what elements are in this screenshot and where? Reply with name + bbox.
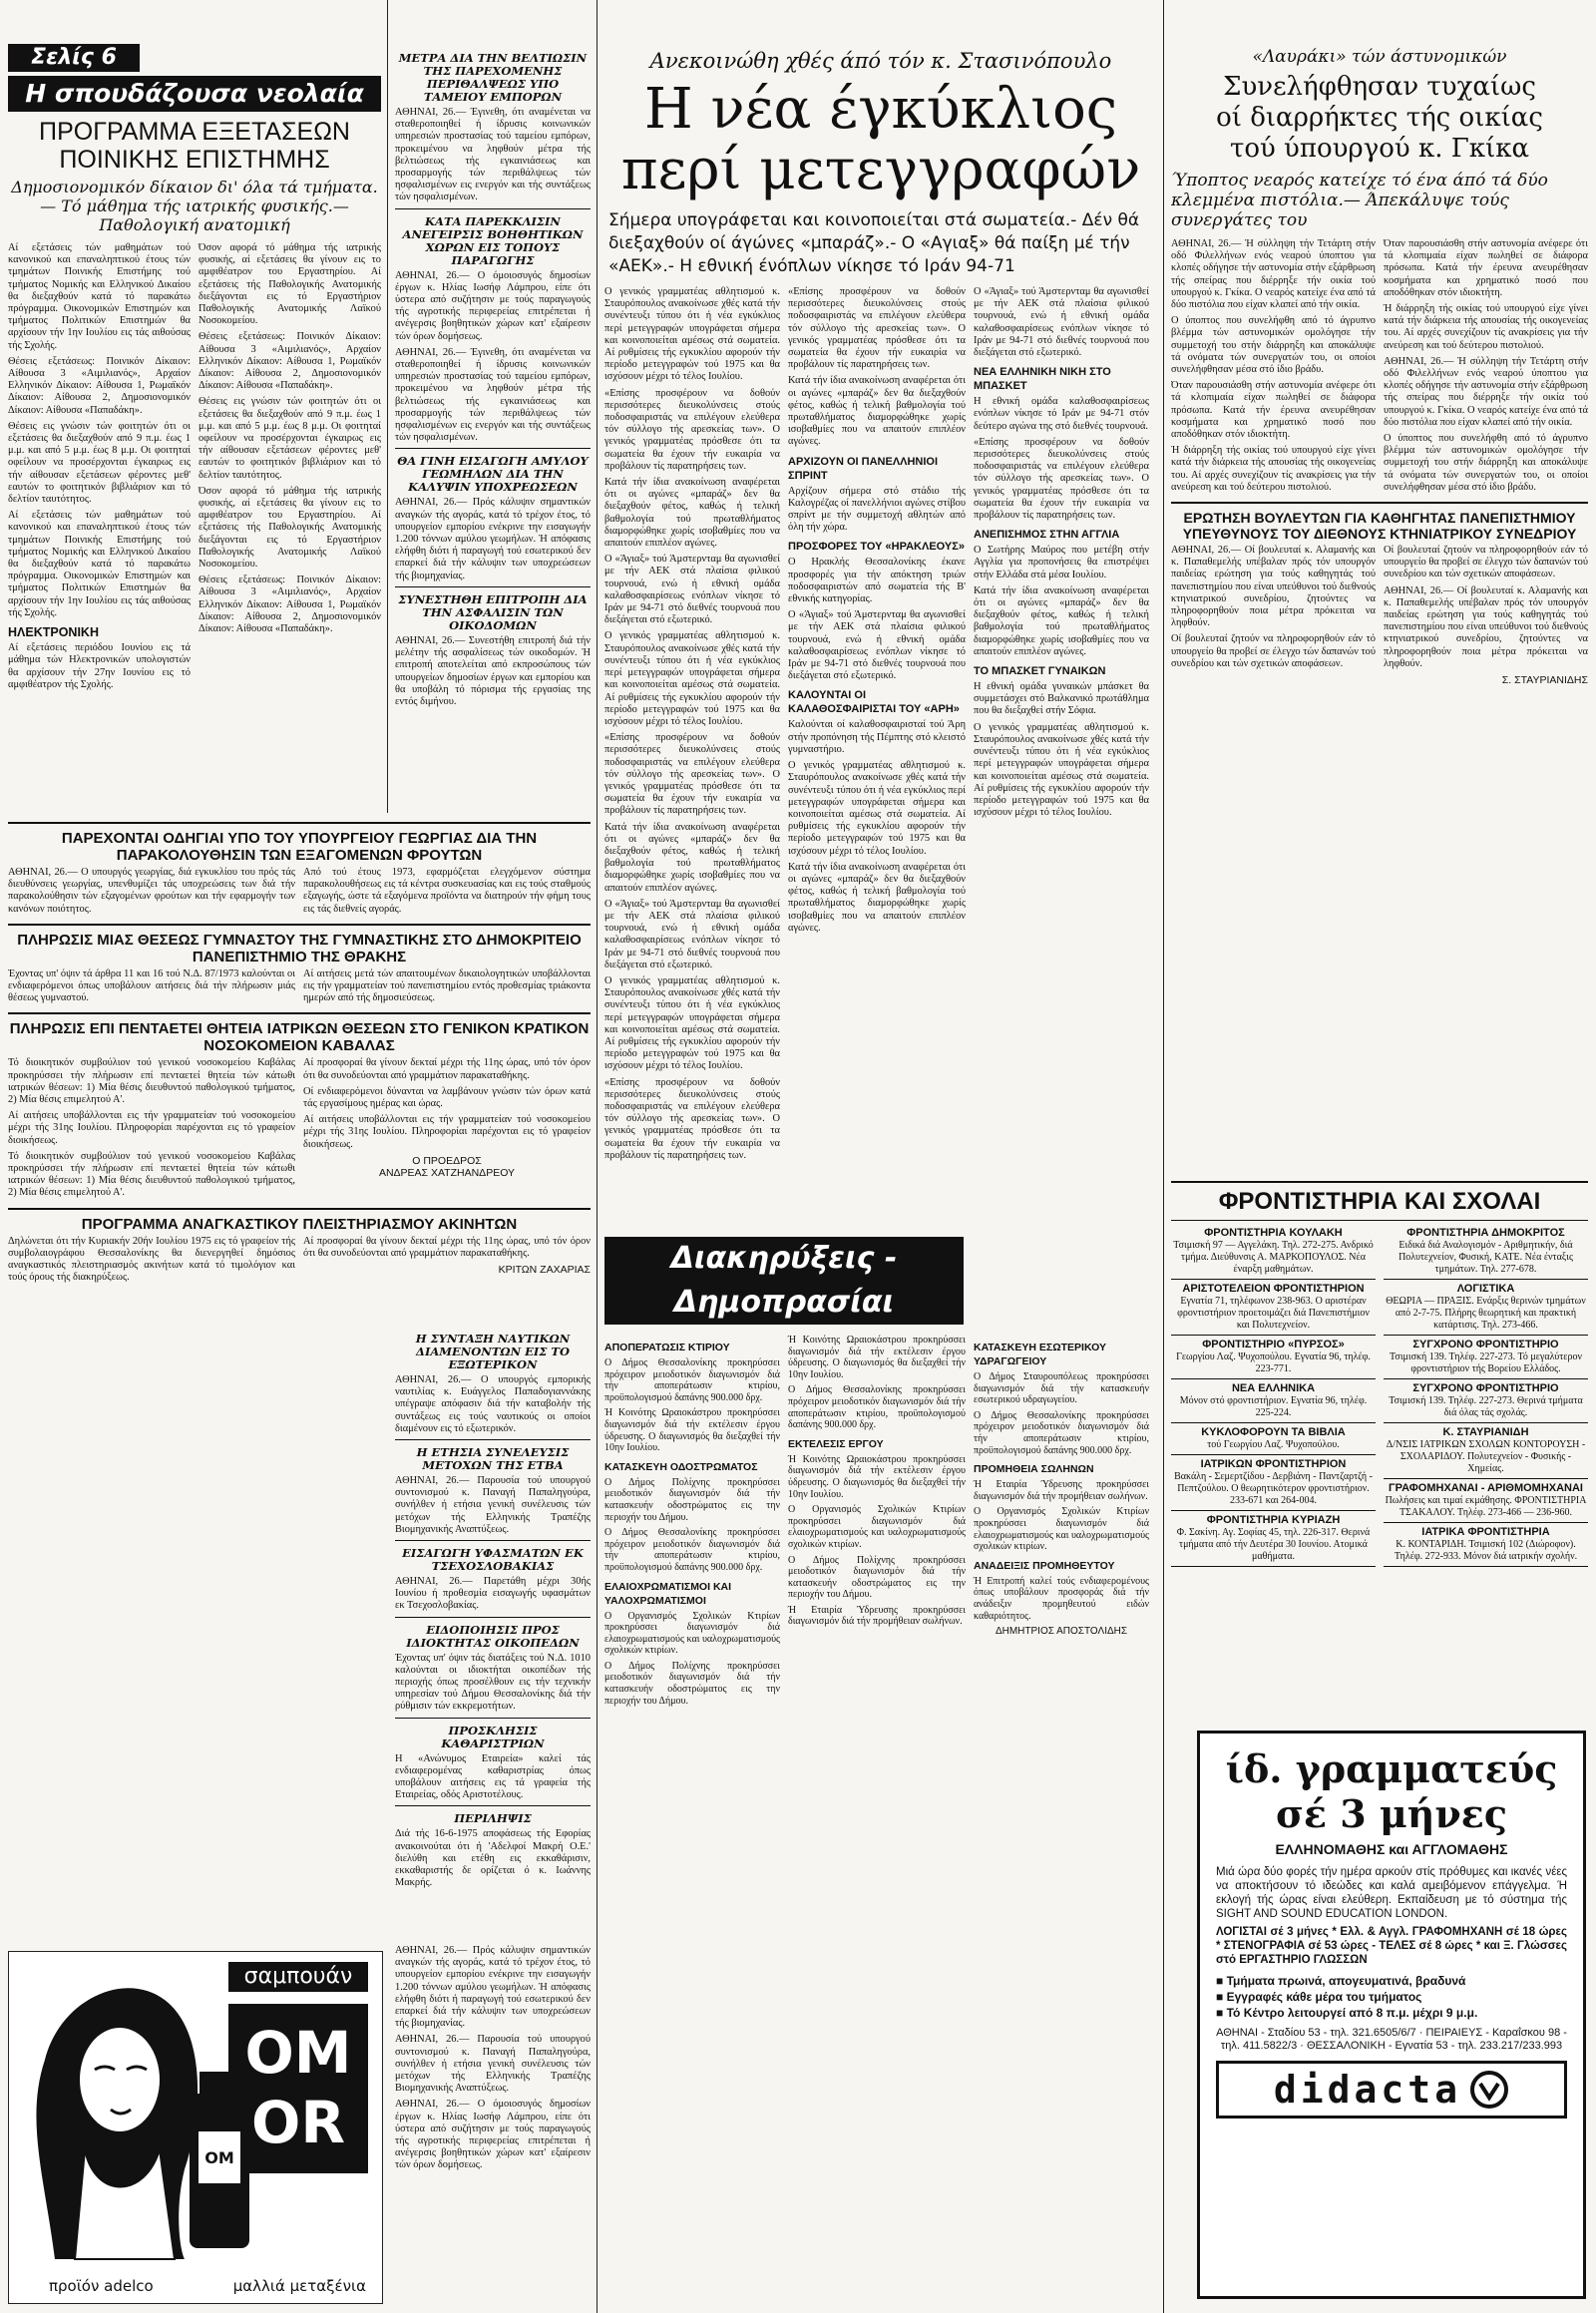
listings-right	[1384, 1224, 1588, 1567]
ad-bullets	[1216, 1973, 1567, 2021]
article-body: Αί προσφοραί θα γίνουν δεκταί μέχρι τής 11ης ώρας, υπό τόν όρον ότι θα συνοδεύονται από γραμμάτιον παρακαταθήκης.	[303, 1235, 591, 1259]
ad-bullet: ■ Τμήματα πρωινά, απογευματινά, βραδυνά	[1216, 1974, 1466, 1988]
section-subhead: ΠΡΟΣΦΟΡΕΣ ΤΟΥ «ΗΡΑΚΛΕΟΥΣ»	[788, 541, 965, 554]
article-headline: ΠΑΡΕΧΟΝΤΑΙ ΟΔΗΓΙΑΙ ΥΠΟ ΤΟΥ ΥΠΟΥΡΓΕΙΟΥ ΓΕΩΡΓΙΑΣ ΔΙΑ ΤΗΝ ΠΑΡΑΚΟΛΟΥΘΗΣΙΝ ΤΩΝ ΕΞΑΓΟΜΕΝΩΝ ΦΡΟΥΤΩΝ	[61, 830, 538, 864]
listing-title: ΚΥΚΛΟΦΟΡΟΥΝ ΤΑ ΒΙΒΛΙΑ	[1201, 1426, 1346, 1438]
article-body: Κατά τήν ίδια ανακοίνωση αναφέρεται ότι οι αγώνες «μπαράζ» δεν θα διεξαχθούν φέτος, καθώς ή τελική βαθμολογία τού πρωταθλήματος διαμορφώθηκε χωρίς ισοβαθμίες που να απαιτούν επιπλέον αγώνες.	[974, 584, 1149, 657]
article-headline: ΕΙΔΟΠΟΙΗΣΙΣ ΠΡΟΣ ΙΔΙΟΚΤΗΤΑΣ ΟΙΚΟΠΕΔΩΝ	[406, 1622, 580, 1650]
ad-brand: σαμπουάν	[228, 1962, 368, 1992]
listing-title: Κ. ΣΤΑΥΡΙΑΝΙΔΗ	[1442, 1426, 1529, 1438]
ad-footer-left: προϊόν adelco	[49, 2277, 154, 2295]
article-body: Η «Ανώνυμος Εταιρεία» καλεί τάς ενδιαφερομένας καθαριστρίας όπως υποβάλουν αιτήσεις εις τά γραφεία τής Εταιρείας, οδός Αριστοτέλους.	[395, 1752, 591, 1801]
listing-item	[1171, 1455, 1376, 1511]
article-headline: ΜΕΤΡΑ ΔΙΑ ΤΗΝ ΒΕΛΤΙΩΣΙΝ ΤΗΣ ΠΑΡΕΧΟΜΕΝΗΣ ΠΕΡΙΘΑΛΨΕΩΣ ΥΠΟ ΤΑΜΕΙΟΥ ΕΜΠΟΡΩΝ	[398, 51, 588, 104]
kicker: Ανεκοινώθη χθές άπό τόν κ. Στασινόπουλο	[649, 49, 1112, 73]
article-body: Η εθνική ομάδα γυναικών μπάσκετ θα συμμετάσχει στό Βαλκανικό πρωτάθλημα που θα διεξαχθεί στήν Σόφια.	[974, 681, 1149, 717]
listing-item	[1384, 1280, 1588, 1336]
article-body: Θέσεις εις γνώσιν τών φοιτητών ότι οι εξετάσεις θα διεξαχθούν από 9 π.μ. έως 1 μ.μ. και από 5 μ.μ. έως 8 μ.μ. Οι φοιτηταί οφείλουν να προσέρχονται έγκαιρως εις τήν αίθουσαν εξετάσεων φέροντες μεθ' εαυτών το φοιτητικόν βιβλιάριον και τό δελτίον ταυτότητος.	[8, 420, 191, 506]
ad-body: ΛΟΓΙΣΤΑΙ σέ 3 μήνες * Ελλ. & Αγγλ. ΓΡΑΦΟΜΗΧΑΝΗ σέ 18 ώρες * ΣΤΕΝΟΓΡΑΦΙΑ σέ 53 ώρες - ΤΕΛΕΣ σέ 8 ώρες * και Ξ. Γλώσσες στό ΕΡΓΑΣΤΗΡΙΟ ΓΛΩΣΣΩΝ	[1216, 1926, 1567, 1966]
article-headline: ΠΛΗΡΩΣΙΣ ΕΠΙ ΠΕΝΤΑΕΤΕΙ ΘΗΤΕΙΑ ΙΑΤΡΙΚΩΝ ΘΕΣΕΩΝ ΣΤΟ ΓΕΝΙΚΟΝ ΚΡΑΤΙΚΟΝ ΝΟΣΟΚΟΜΕΙΟΝ ΚΑΒΑΛΑΣ	[9, 1020, 590, 1055]
listing-text: ΘΕΩΡΙΑ — ΠΡΑΞΙΣ. Ενάρξις θερινών τμημάτων από 2-7-75. Πλήρης θεωρητική και πρακτική κατάρτισις. Τηλ. 273-466.	[1386, 1296, 1586, 1331]
article-body: Οί βουλευταί ζητούν να πληροφορηθούν εάν τό υπουργείο θα προβεί σε έλεγχο τών δαπανών τού συνεδρίου και τών σχετικών αποφάσεων.	[1171, 633, 1376, 669]
article-body: Τό διοικητικόν συμβούλιον τού γενικού νοσοκομείου Καβάλας προκηρύσσει τήν πλήρωσιν επί πενταετεί θητεία τών κάτωθι ιατρικών θέσεων: 1) Μία θέσις διευθυντού παθολογικού τμήματος, 2) Μία θέσις επιμελητού Α'.	[8, 1150, 295, 1199]
listing-title: ΛΟΓΙΣΤΙΚΑ	[1456, 1283, 1515, 1295]
article-body: Θέσεις εξετάσεως: Ποινικόν Δίκαιον: Αίθουσα 3 «Αιμιλιανός», Αρχαίον Ελληνικόν Δίκαιον: Αίθουσα 1, Ρωμαϊκόν Δίκαιον: Αίθουσα 2, Δημοσιονομικόν Δίκαιον: Αίθουσα «Παπαδάκη».	[199, 575, 381, 635]
section-subhead: ΑΡΧΙΖΟΥΝ ΟΙ ΠΑΝΕΛΛΗΝΙΟΙ ΣΠΡΙΝΤ	[788, 455, 939, 482]
article-headline: ΕΡΩΤΗΣΗ ΒΟΥΛΕΥΤΩΝ ΓΙΑ ΚΑΘΗΓΗΤΑΣ ΠΑΝΕΠΙΣΤΗΜΙΟΥ ΥΠΕΥΘΥΝΟΥΣ ΤΟΥ ΔΙΕΘΝΟΥΣ ΚΤΗΝΙΑΤΡΙΚΟΥ ΣΥΝΕΔΡΙΟΥ	[1182, 510, 1577, 543]
article-body: Διά τής 16-6-1975 αποφάσεως τής Εφορίας ανακοινούται ότι ή 'Αδελφοί Μακρή Ο.Ε.' διελύθη και ετέθη εις εκκαθάρισιν, εκκαθαριστής δε ορίζεται ό κ. Ιωάννης Μακρής.	[395, 1828, 591, 1889]
listing-title: ΝΕΑ ΕΛΛΗΝΙΚΑ	[1231, 1382, 1316, 1394]
ad-bullet: ■ Εγγραφές κάθε μέρα του τμήματος	[1216, 1990, 1422, 2004]
listing-item	[1384, 1523, 1588, 1567]
article-body: Αί προσφοραί θα γίνουν δεκταί μέχρι τής 11ης ώρας, υπό τόν όρον ότι θα συνοδεύονται από γραμμάτιον παρακαταθήκης.	[303, 1057, 591, 1081]
article-body: ΑΘΗΝΑΙ, 26.— Οί βουλευταί κ. Αλαμανής και κ. Παπαθεμελής υπέβαλαν πρός τόν υπουργόν παιδείας ερώτηση για τούς καθηγητάς τού πανεπιστημίου που είναι υπεύθυνοι τού διεθνούς κτηνιατρικού συνεδρίου, ζητούντες να πληροφορηθούν ποια μέτρα πρόκειται να ληφθούν.	[1384, 584, 1588, 669]
announcement-title: ΑΠΟΠΕΡΑΤΩΣΙΣ ΚΤΙΡΙΟΥ	[604, 1342, 730, 1353]
announcement-body: Ο Οργανισμός Σχολικών Κτιρίων προκηρύσσει διαγωνισμόν διά ελαιοχρωματισμούς και υαλοχρωματισμούς σχολικών κτιρίων.	[974, 1506, 1149, 1553]
ad-title: ίδ. γραμματεύς	[1225, 1746, 1558, 1791]
listing-text: Γεωργίου Λαζ. Ψυχοπούλου. Εγνατία 96, τηλέφ. 223-771.	[1176, 1351, 1371, 1374]
article-headline: ΠΡΟΓΡΑΜΜΑ ΑΝΑΓΚΑΣΤΙΚΟΥ ΠΛΕΙΣΤΗΡΙΑΣΜΟΥ ΑΚΙΝΗΤΩΝ	[81, 1215, 518, 1233]
signature: ΚΡΙΤΩΝ ΖΑΧΑΡΙΑΣ	[498, 1264, 591, 1277]
column-2	[395, 46, 591, 859]
announcement-body: Ο Δήμος Σταυρουπόλεως προκηρύσσει διαγωνισμόν διά τήν κατασκευήν εσωτερικού υδραγωγείου.	[974, 1371, 1149, 1406]
shampoo-advertisement	[8, 1951, 383, 2304]
article-body: ΑΘΗΝΑΙ, 26.— Ο όμοιοσυγός δημοσίων έργων κ. Ηλίας Ιωσήφ Λάμπρου, είπε ότι ύστερα από συζήτησιν με τούς παραγωγούς τής αγροτικής περιφερείας επιτρέπεται ή ανέγερσις βοηθητικών χώρων κατ' εξαίρεσιν τών όρων δομήσεως.	[395, 2099, 591, 2171]
announcement-body: Ή Επιτροπή καλεί τούς ενδιαφερομένους όπως υποβάλουν προσφοράς διά τήν ανάδειξιν προμηθευτού ειδών καθαριότητος.	[974, 1575, 1149, 1622]
listing-title: ΦΡΟΝΤΙΣΤΗΡΙΑ ΚΟΥΛΑΚΗ	[1204, 1227, 1343, 1239]
article-body: «Επίσης προσφέρουν να δοθούν περισσότερες διευκολύνσεις στούς ποδοσφαιριστάς να επιλέγουν ελεύθερα τόν σύλλογο τής αρεσκείας των». Ο γενικός γραμματέας πρόσθεσε ότι τα σωματεία θα έχουν τήν ευκαιρία να προβάλουν τίς παρατηρήσεις των.	[604, 732, 780, 817]
article-body: Ο «Άγιαξ» τού Άμστερνταμ θα αγωνισθεί με τήν ΑΕΚ στά πλαίσια φιλικού τουρνουά, ενώ ή εθνική ομάδα καλαθοσφαιρίσεως ενόπλων νίκησε τό Ιράν με 94-71 στό διεθνές τουρνουά που διεξάγεται στό εξωτερικό.	[788, 609, 966, 682]
article-body: «Επίσης προσφέρουν να δοθούν περισσότερες διευκολύνσεις στούς ποδοσφαιριστάς να επιλέγουν ελεύθερα τόν σύλλογο τής αρεσκείας των». Ο γενικός γραμματέας πρόσθεσε ότι τα σωματεία θα έχουν τήν ευκαιρία να προβάλουν τίς παρατηρήσεις των.	[604, 1076, 780, 1161]
announcement-body: Ο Δήμος Θεσσαλονίκης προκηρύσσει πρόχειρον μειοδοτικόν διαγωνισμόν διά τήν αποπεράτωσιν κτιρίου, προϋπολογισμού δαπάνης 900.000 δρχ.	[974, 1409, 1149, 1456]
article-headline: ΠΡΟΣΚΛΗΣΙΣ ΚΑΘΑΡΙΣΤΡΙΩΝ	[441, 1723, 545, 1750]
listing-title: ΑΡΙΣΤΟΤΕΛΕΙΟΝ ΦΡΟΝΤΙΣΤΗΡΙΟΝ	[1182, 1283, 1365, 1295]
main-headline: Η νέα έγκύκλιος	[643, 77, 1118, 142]
article-body: Η εθνική ομάδα καλαθοσφαιρίσεως ενόπλων νίκησε τό Ιράν με 94-71 στόν δεύτερο αγώνα της στό διεθνές τουρνουά.	[974, 396, 1149, 432]
article-body: Ο ύποπτος που συνελήφθη από τό άγρυπνο βλέμμα τών αστυνομικών ομολόγησε τήν συμμετοχή του στήν διάρρηξη και αποκάλυψε τά ονόματα τών συνεργατών του, οι οποίοι συνελήφθησαν μέσα στό ίδιο βράδυ.	[1384, 433, 1588, 493]
article-body: Καλούνται οί καλαθοσφαιρισταί τού Άρη στήν προπόνηση τής Πέμπτης στό κλειστό γυμναστήριο.	[788, 719, 966, 755]
article-body: ΑΘΗΝΑΙ, 26.— Παρετάθη μέχρι 30ής Ιουνίου ή προθεσμία εισαγωγής υφασμάτων εκ Τσεχοσλοβακίας.	[395, 1576, 591, 1612]
article-body: Ο γενικός γραμματέας αθλητισμού κ. Σταυρόπουλος ανακοίνωσε χθές κατά τήν συνέντευξι τύπου ότι ή νέα εγκύκλιος περί μετεγγραφών υπογράφεται σήμερα και κοινοποιείται αμέσως στά σωματεία. Αί ρυθμίσεις τής εγκυκλίου αφορούν τήν περίοδο μετεγγραφών τού 1975 και θα ισχύσουν μέχρι τό τέλος Ιουλίου.	[788, 760, 966, 857]
article-body: ΑΘΗΝΑΙ, 26.— Παρουσία τού υπουργού συντονισμού κ. Παναγή Παπαληγούρα, συνήλθεν ή ετήσια γενική συνέλευσις τών μετόχων τής Ελληνικής Τραπέζης Βιομηχανικής Αναπτύξεως.	[395, 1475, 591, 1535]
kicker: «Λαυράκι» τών άστυνομικών	[1252, 47, 1507, 67]
article-body: Αί εξετάσεις περιόδου Ιουνίου εις τά μάθημα τών Ηλεκτρονικών υπολογιστών θα αρχίσουν τήν 27ην Ιουνίου εις τό αμφιθέατρον τής Σχολής.	[8, 642, 191, 690]
page-number: Σελίς 6	[8, 44, 140, 72]
frontisteria-banner: ΦΡΟΝΤΙΣΤΗΡΙΑ ΚΑΙ ΣΧΟΛΑΙ	[1218, 1188, 1541, 1215]
article-body: Ο ύποπτος που συνελήφθη από τό άγρυπνο βλέμμα τών αστυνομικών ομολόγησε τήν συμμετοχή του στήν διάρρηξη και αποκάλυψε τά ονόματα τών συνεργατών του, οι οποίοι συνελήφθησαν μέσα στό ίδιο βράδυ.	[1171, 315, 1376, 376]
bullet-icon: ■	[1216, 1974, 1227, 1988]
article-body: Αί εξετάσεις τών μαθημάτων τού κανονικού και επαναληπτικού έτους τών τμημάτων Ποινικής Επιστήμης τού τμήματος Νομικής και Ελληνικού Δικαίου θα διεξαχθούν κατά τό παρακάτω πρόγραμμα. Οικονομικών Επιστημών και τμήματος Πολιτικών Επιστημών θα αρχίσουν τήν 1ην Ιουλίου εις τάς αιθούσας τής Σχολής.	[8, 242, 191, 351]
announcement-title: ΠΡΟΜΗΘΕΙΑ ΣΩΛΗΝΩΝ	[974, 1463, 1094, 1476]
announcement-body: Ή Κοινότης Ωραιοκάστρου προκηρύσσει διαγωνισμόν διά τήν εκτέλεσιν έργου ύδρευσης. Ο διαγωνισμός θα διεξαχθεί τήν 10ην Ιουλίου.	[604, 1407, 780, 1454]
ad-subtitle: ΕΛΛΗΝΟΜΑΘΗΣ και ΑΓΓΛΟΜΑΘΗΣ	[1275, 1841, 1508, 1857]
section-subhead: ΗΛΕΚΤΡΟΝΙΚΗ	[8, 625, 99, 640]
announcement-body: Ή Κοινότης Ωραιοκάστρου προκηρύσσει διαγωνισμόν διά τήν εκτέλεσιν έργου ύδρευσης. Ο διαγωνισμός θα διεξαχθεί τήν 10ην Ιουλίου.	[788, 1335, 966, 1380]
article-body: Ο «Άγιαξ» τού Άμστερνταμ θα αγωνισθεί με τήν ΑΕΚ στά πλαίσια φιλικού τουρνουά, ενώ ή εθνική ομάδα καλαθοσφαιρίσεως ενόπλων νίκησε τό Ιράν με 94-71 στό διεθνές τουρνουά που διεξάγεται στό εξωτερικό.	[974, 286, 1149, 359]
subhead: Σήμερα υπογράφεται και κοινοποιείται στά σωματεία.- Δέν θά διεξαχθούν οί άγώνες «μπαράζ».- Ο «Αγιαξ» θά παίξη μέ τήν «ΑΕΚ».- Η εθνική ένόπλων νίκησε τό Ιράν 94-71	[608, 210, 1140, 276]
article-body: ΑΘΗΝΑΙ, 26.— Έγινεθη, ότι αναμένεται να σταθεροποιηθεί ή ίδρυσις κοινωνικών υπηρεσιών προστασίας τού ταμείου εμπόρων, προκειμένου να ληφθούν μέτρα τής βελτιώσεως τής εγκαινιάσεως και προσαρμογής τών περιθάλψεως τών ησφαλισμένων εις ενεργόν και τής συντάξεως τών ησφαλισμένων.	[395, 107, 591, 203]
ad-bullet: ■ Τό Κέντρο λειτουργεί από 8 π.μ. μέχρι 9 μ.μ.	[1216, 2006, 1478, 2020]
article-headline: ΠΕΡΙΛΗΨΙΣ	[454, 1811, 532, 1826]
article-body: Θέσεις εις γνώσιν τών φοιτητών ότι οι εξετάσεις θα διεξαχθούν από 9 π.μ. έως 1 μ.μ. και από 5 μ.μ. έως 8 μ.μ. Οι φοιτηταί οφείλουν να προσέρχονται έγκαιρως εις τήν αίθουσαν εξετάσεων φέροντες μεθ' εαυτών το φοιτητικόν βιβλιάριον και τό δελτίον ταυτότητος.	[199, 396, 381, 481]
listing-text: Μόνον στό φροντιστήριον. Εγνατία 96, τηλέφ. 225-224.	[1179, 1395, 1368, 1418]
article-body: Έχοντας υπ' όψιν τάς διατάξεις τού Ν.Δ. 1010 καλούνται οι ιδιοκτήται οικοπέδων τής περιοχής όπως προσέλθουν εις τήν τεχνικήν υπηρεσίαν τού Δήμου Θεσσαλονίκης διά τήν ρύθμισιν τών εκκρεμοτήτων.	[395, 1652, 591, 1713]
article-body: Αρχίζουν σήμερα στό στάδιο τής Καλογρέζας οί πανελλήνιοι αγώνες στίβου σπρίντ με τήν συμμετοχή αθλητών από όλη τήν χώρα.	[788, 485, 966, 534]
column-4	[1171, 46, 1588, 1163]
signature: Σ. ΣΤΑΥΡΙΑΝΙΔΗΣ	[1501, 674, 1588, 687]
listing-text: τού Γεωργίου Λαζ. Ψυχοπούλου.	[1207, 1439, 1340, 1450]
announcement-body: Ή Εταιρία Ύδρευσης προκηρύσσει διαγωνισμόν διά τήν προμήθειαν σωλήνων.	[788, 1604, 966, 1628]
listing-item	[1384, 1336, 1588, 1379]
article-body: Ο Ηρακλής Θεσσαλονίκης έκανε προσφορές για τήν απόκτηση τριών ποδοσφαιριστών από σωματεία τής Β' εθνικής κατηγορίας.	[788, 557, 966, 605]
article-body: Ο γενικός γραμματέας αθλητισμού κ. Σταυρόπουλος ανακοίνωσε χθές κατά τήν συνέντευξι τύπου ότι ή νέα εγκύκλιος περί μετεγγραφών υπογράφεται σήμερα και κοινοποιείται αμέσως στά σωματεία. Αί ρυθμίσεις τής εγκυκλίου αφορούν τήν περίοδο μετεγγραφών τού 1975 και θα ισχύσουν μέχρι τό τέλος Ιουλίου.	[604, 630, 780, 727]
article-body: Δηλώνεται ότι τήν Κυριακήν 20ήν Ιουλίου 1975 εις τό γραφείον τής συμβολαιογράφου Θεσσαλονίκης θα διενεργηθεί δημόσιος αναγκαστικός πλειστηριασμός ακινήτων κατά τό τιμολόγιον και τούς όρους τής διακηρύξεως.	[8, 1235, 295, 1284]
listing-item	[1171, 1280, 1376, 1336]
ad-logo: OM OR	[228, 2004, 368, 2173]
listing-item	[1171, 1336, 1376, 1379]
article-body: Κατά τήν ίδια ανακοίνωση αναφέρεται ότι οι αγώνες «μπαράζ» δεν θα διεξαχθούν φέτος, καθώς ή τελική βαθμολογία τού πρωταθλήματος διαμορφώθηκε χωρίς ισοβαθμίες που να απαιτούν επιπλέον αγώνες.	[604, 821, 780, 894]
announcements-banner: Διακηρύξεις - Δημοπρασίαι	[604, 1237, 964, 1325]
article-body: Ο γενικός γραμματέας αθλητισμού κ. Σταυρόπουλος ανακοίνωσε χθές κατά τήν συνέντευξι τύπου ότι ή νέα εγκύκλιος περί μετεγγραφών υπογράφεται σήμερα και κοινοποιείται αμέσως στά σωματεία. Αί ρυθμίσεις τής εγκυκλίου αφορούν τήν περίοδο μετεγγραφών τού 1975 και θα ισχύσουν μέχρι τό τέλος Ιουλίου.	[604, 286, 780, 383]
listings-left	[1171, 1224, 1376, 1567]
section-subhead: ΝΕΑ ΕΛΛΗΝΙΚΗ ΝΙΚΗ ΣΤΟ ΜΠΑΣΚΕΤ	[974, 366, 1111, 393]
listing-title: ΦΡΟΝΤΙΣΤΗΡΙΑ ΔΗΜΟΚΡΙΤΟΣ	[1406, 1227, 1565, 1239]
listing-item	[1384, 1423, 1588, 1479]
listing-title: ΣΥΓΧΡΟΝΟ ΦΡΟΝΤΙΣΤΗΡΙΟ	[1412, 1382, 1559, 1394]
article-body: «Επίσης προσφέρουν να δοθούν περισσότερες διευκολύνσεις στούς ποδοσφαιριστάς να επιλέγουν ελεύθερα τόν σύλλογο τής αρεσκείας των». Ο γενικός γραμματέας πρόσθεσε ότι τα σωματεία θα έχουν τήν ευκαιρία να προβάλουν τίς παρατηρήσεις των.	[788, 286, 966, 371]
ad-footer: ΑΘΗΝΑΙ - Σταδίου 53 - τηλ. 321.6505/6/7 · ΠΕΙΡΑΙΕΥΣ - Καραΐσκου 98 - τηλ. 411.5822/3 · ΘΕΣΣΑΛΟΝΙΚΗ - Εγνατία 53 - τηλ. 233.217/233.993	[1216, 2027, 1567, 2052]
article-body: Θέσεις εξετάσεως: Ποινικόν Δίκαιον: Αίθουσα 3 «Αιμιλιανός», Αρχαίον Ελληνικόν Δίκαιον: Αίθουσα 1, Ρωμαϊκόν Δίκαιον: Αίθουσα 2, Δημοσιονομικόν Δίκαιον: Αίθουσα «Παπαδάκη».	[199, 331, 381, 392]
article-body: Τό διοικητικόν συμβούλιον τού γενικού νοσοκομείου Καβάλας προκηρύσσει τήν πλήρωσιν επί πενταετεί θητεία τών κάτωθι ιατρικών θέσεων: 1) Μία θέσις διευθυντού παθολογικού τμήματος, 2) Μία θέσις επιμελητού Α'.	[8, 1057, 295, 1106]
article-body: Ο Σωτήρης Μαύρος που μετέβη στήν Αγγλία για προπονήσεις θα επιστρέψει στήν Ελλάδα στά μέσα Ιουλίου.	[974, 545, 1149, 580]
article-body: Κατά τήν ίδια ανακοίνωση αναφέρεται ότι οι αγώνες «μπαράζ» δεν θα διεξαχθούν φέτος, καθώς ή τελική βαθμολογία τού πρωταθλήματος διαμορφώθηκε χωρίς ισοβαθμίες που να απαιτούν επιπλέον αγώνες.	[788, 375, 966, 448]
listing-title: ΦΡΟΝΤΙΣΤΗΡΙΟ «ΠΥΡΣΟΣ»	[1202, 1339, 1345, 1350]
announcement-body: Ο Οργανισμός Σχολικών Κτιρίων προκηρύσσει διαγωνισμόν διά ελαιοχρωματισμούς και υαλοχρωματισμούς σχολικών κτιρίων.	[788, 1504, 966, 1550]
ad-body: Μιά ώρα δύο φορές τήν ημέρα αρκούν στίς πρόθυμες και ικανές νέες να αποκτήσουν τό ιδεώδες και καλά αμειβόμενον επάγγελμα. Ή εκλογή τής ώρας είναι ελεύθερη. Εκπαίδευση με τό σύστημα τής SIGHT AND SOUND EDUCATION LONDON.	[1216, 1866, 1567, 1920]
listing-item	[1384, 1224, 1588, 1280]
listing-text: Τσιμισκή 139. Τηλέφ. 227-273. Τό μεγαλύτερον φροντιστήριον τής Βορείου Ελλάδος.	[1390, 1351, 1582, 1374]
article-body: ΑΘΗΝΑΙ, 26.— Παρουσία τού υπουργού συντονισμού κ. Παναγή Παπαληγούρα, συνήλθεν ή ετήσια γενική συνέλευσις τών μετόχων τής Ελληνικής Τραπέζης Βιομηχανικής Αναπτύξεως.	[395, 2034, 591, 2095]
announcement-body: Ο Δήμος Θεσσαλονίκης προκηρύσσει πρόχειρον μειοδοτικόν διαγωνισμόν διά τήν αποπεράτωσιν κτιρίου, προϋπολογισμού δαπάνης 900.000 δρχ.	[788, 1384, 966, 1431]
article-body: Όσον αφορά τό μάθημα τής ιατρικής φυσικής, αί εξετάσεις θα γίνουν εις το αμφιθέατρον του Εργαστηρίου. Αί εξετάσεις τής Παθολογικής Ανατομικής διεξάγονται εις τό Εργαστήριον Παθολογικής Ανατομικής Λαϊκού Νοσοκομείου.	[199, 242, 381, 327]
article-body: Έχοντας υπ' όψιν τά άρθρα 11 και 16 τού Ν.Δ. 87/1973 καλούνται οι ενδιαφερόμενοι όπως υποβάλουν αιτήσεις διά τήν πλήρωσιν μιάς θέσεως γυμναστού.	[8, 967, 295, 1004]
article-headline: ΘΑ ΓΙΝΗ ΕΙΣΑΓΩΓΗ ΑΜΥΛΟΥ ΓΕΩΜΗΛΩΝ ΔΙΑ ΤΗΝ ΚΑΛΥΨΙΝ ΥΠΟΧΡΕΩΣΕΩΝ	[397, 454, 589, 495]
announcement-body: Ο Δήμος Πολίχνης προκηρύσσει μειοδοτικόν διαγωνισμόν διά τήν κατασκευήν οδοστρώματος εις την περιοχήν του Δήμου.	[788, 1554, 966, 1601]
article-body: ΑΘΗΝΑΙ, 26.— Ο υπουργός γεωργίας, διά εγκυκλίου του πρός τάς διευθύνσεις γεωργίας, υπενθυμίζει τάς υποχρεώσεις των διά τήν παρακολούθησιν τών εξαγομένων φρούτων και τήν εφαρμογήν των κανόνων ποιότητος.	[8, 867, 295, 915]
main-headline: περί μετεγγραφών	[620, 138, 1141, 202]
article-body: ΑΘΗΝΑΙ, 26.— Συνεστήθη επιτροπή διά τήν μελέτην τής ασφαλίσεως τών οικοδομών. Ή επιτροπή αποτελείται από εκπροσώπους τών υπουργείων δημοσίων έργων και εμπορίου και θα υποβάλη τό πόρισμα τής εργασίας της εντός διμήνου.	[395, 634, 591, 707]
article-body: Θέσεις εξετάσεως: Ποινικόν Δίκαιον: Αίθουσα 3 «Αιμιλιανός», Αρχαίον Ελληνικόν Δίκαιον: Αίθουσα 1, Ρωμαϊκόν Δίκαιον: Αίθουσα 2, Δημοσιονομικόν Δίκαιον: Αίθουσα «Παπαδάκη».	[8, 355, 191, 416]
article-body: Αί αιτήσεις υποβάλλονται εις τήν γραμματείαν τού νοσοκομείου μέχρι τής 31ης Ιουλίου. Πληροφορίαι παρέχονται εις τό γραφείον διοικήσεως.	[303, 1114, 591, 1150]
announcement-title: ΚΑΤΑΣΚΕΥΗ ΕΣΩΤΕΡΙΚΟΥ ΥΔΡΑΓΩΓΕΙΟΥ	[974, 1342, 1106, 1367]
ad-footer-right: μαλλιά μεταξένια	[232, 2277, 366, 2295]
listing-title: ΙΑΤΡΙΚΩΝ ΦΡΟΝΤΙΣΤΗΡΙΟΝ	[1200, 1458, 1347, 1470]
article-body: Οί ενδιαφερόμενοι δύνανται να λαμβάνουν γνώσιν τών όρων κατά τάς εργασίμους ημέρας και ώρας.	[303, 1085, 591, 1110]
article-body: ΑΘΗΝΑΙ, 26.— Έγινεθη, ότι αναμένεται να σταθεροποιηθεί ή ίδρυσις κοινωνικών υπηρεσιών προστασίας τού ταμείου εμπόρων, προκειμένου να ληφθούν μέτρα τής βελτιώσεως τής εγκαινιάσεως και προσαρμογής τών περιθάλψεως τών ησφαλισμένων εις ενεργόν και τής συντάξεως τών ησφαλισμένων.	[395, 346, 591, 444]
didacta-logo-icon	[1469, 2070, 1509, 2110]
article-body: «Επίσης προσφέρουν να δοθούν περισσότερες διευκολύνσεις στούς ποδοσφαιριστάς να επιλέγουν ελεύθερα τόν σύλλογο τής αρεσκείας των». Ο γενικός γραμματέας πρόσθεσε ότι τα σωματεία θα έχουν τήν ευκαιρία να προβάλουν τίς παρατηρήσεις των.	[604, 387, 780, 472]
listing-item	[1171, 1511, 1376, 1567]
section-subhead: ΚΑΛΟΥΝΤΑΙ ΟΙ ΚΑΛΑΘΟΣΦΑΙΡΙΣΤΑΙ ΤΟΥ «ΑΡΗ»	[788, 689, 960, 716]
listing-title: ΓΡΑΦΟΜΗΧΑΝΑΙ - ΑΡΙΘΜΟΜΗΧΑΝΑΙ	[1388, 1482, 1583, 1494]
article-body: Αί εξετάσεις τών μαθημάτων τού κανονικού και επαναληπτικού έτους τών τμημάτων Ποινικής Επιστήμης τού τμήματος Νομικής και Ελληνικού Δικαίου θα διεξαχθούν κατά τό παρακάτω πρόγραμμα. Οικονομικών Επιστημών και τμήματος Πολιτικών Επιστημών θα αρχίσουν τήν 1ην Ιουλίου εις τάς αιθούσας τής Σχολής.	[8, 510, 191, 618]
listing-item	[1384, 1379, 1588, 1423]
article-body: Ο «Άγιαξ» τού Άμστερνταμ θα αγωνισθεί με τήν ΑΕΚ στά πλαίσια φιλικού τουρνουά, ενώ ή εθνική ομάδα καλαθοσφαιρίσεως ενόπλων νίκησε τό Ιράν με 94-71 στό διεθνές τουρνουά που διεξάγεται στό εξωτερικό.	[604, 898, 780, 970]
announcement-body: Ο Δήμος Πολίχνης προκηρύσσει μειοδοτικόν διαγωνισμόν διά τήν κατασκευήν οδοστρώματος εις την περιοχήν του Δήμου.	[604, 1660, 780, 1707]
section-subhead: ΑΝΕΠΙΣΗΜΟΣ ΣΤΗΝ ΑΓΓΛΙΑ	[974, 529, 1120, 542]
article-headline: ΠΛΗΡΩΣΙΣ ΜΙΑΣ ΘΕΣΕΩΣ ΓΥΜΝΑΣΤΟΥ ΤΗΣ ΓΥΜΝΑΣΤΙΚΗΣ ΣΤΟ ΔΗΜΟΚΡΙΤΕΙΟ ΠΑΝΕΠΙΣΤΗΜΙΟ ΤΗΣ ΘΡΑΚΗΣ	[17, 931, 582, 965]
announcement-title: ΚΑΤΑΣΚΕΥΗ ΟΔΟΣΤΡΩΜΑΤΟΣ	[604, 1460, 758, 1473]
headline: ΠΡΟΓΡΑΜΜΑ ΕΞΕΤΑΣΕΩΝ ΠΟΙΝΙΚΗΣ ΕΠΙΣΤΗΜΗΣ	[39, 118, 350, 174]
headline: τού ύπουργού κ. Γκίκα	[1229, 134, 1530, 164]
listing-item	[1171, 1224, 1376, 1280]
listing-text: Κ. ΚΟΝΤΑΡΙΔΗ. Τσιμισκή 102 (Διώροφον). Τηλέφ. 272-933. Μόνον διά ιατρικήν σχολήν.	[1394, 1539, 1578, 1562]
frontisteria-section	[1171, 1177, 1588, 1726]
headline: Συνελήφθησαν τυχαίως	[1223, 72, 1536, 102]
article-body: Όταν παρουσιάσθη στήν αστυνομία ανέφερε ότι τά κλοπιμαία είχαν πωληθεί σε διάφορα πρόσωπα. Κατά τήν έρευνα ανευρέθησαν κοσμήματα και χρηματικό ποσό που αποδόθηκαν στόν ιδιοκτήτη.	[1384, 238, 1588, 298]
column-2-lower	[395, 1327, 591, 1945]
article-body: Ή διάρρηξη τής οικίας τού υπουργού είχε γίνει κατά τήν διάρκεια τής απουσίας τής οικογενείας του. Αί αρχές συνεχίζουν τίς ανακρίσεις για τήν ανεύρεση και τού δεύτερου πιστολιού.	[1384, 303, 1588, 351]
announcement-body: Ο Οργανισμός Σχολικών Κτιρίων προκηρύσσει διαγωνισμόν διά ελαιοχρωματισμούς και υαλοχρωματισμούς σχολικών κτιρίων.	[604, 1610, 780, 1657]
article-body: Από τού έτους 1973, εφαρμόζεται ελεγχόμενον σύστημα παρακολουθήσεως εις τά κέντρα συσκευασίας και εις τούς σταθμούς εξαγωγής, ώστε τά εξαγόμενα προϊόντα να διατηρούν τήν φήμη τους εις τάς διεθνείς αγοράς.	[303, 867, 591, 915]
article-body: ΑΘΗΝΑΙ, 26.— Ή σύλληψη τήν Τετάρτη στήν οδό Φιλελλήνων ενός νεαρού ύποπτου για κλοπές οδήγησε τήν αστυνομία στήν εξάρθρωση τής σπείρας που διέρρηξε τήν οικία τού υπουργού κ. Γκίκα. Ο νεαρός κατείχε ένα από τά δύο πιστόλια που είχαν κλαπεί από τήν οικία.	[1384, 355, 1588, 428]
listing-title: ΙΑΤΡΙΚΑ ΦΡΟΝΤΙΣΤΗΡΙΑ	[1421, 1526, 1550, 1538]
article-body: Αί αιτήσεις υποβάλλονται εις τήν γραμματείαν τού νοσοκομείου μέχρι τής 31ης Ιουλίου. Πληροφορίαι παρέχονται εις τό γραφείον διοικήσεως.	[8, 1110, 295, 1146]
announcement-title: ΑΝΑΔΕΙΞΙΣ ΠΡΟΜΗΘΕΥΤΟΥ	[974, 1559, 1115, 1572]
announcement-body: Ο Δήμος Πολίχνης προκηρύσσει μειοδοτικόν διαγωνισμόν διά τήν κατασκευήν οδοστρώματος εις την περιοχήν του Δήμου.	[604, 1476, 780, 1523]
listing-text: Τσιμισκή 97 — Αγγελάκη. Τηλ. 272-275. Ανδρικό τμήμα. Διεύθυνσις Α. ΜΑΡΚΟΠΟΥΛΟΣ. Νέα έναρξη μαθημάτων.	[1173, 1240, 1374, 1275]
article-body: ΑΘΗΝΑΙ, 26.— Ή σύλληψη τήν Τετάρτη στήν οδό Φιλελλήνων ενός νεαρού ύποπτου για κλοπές οδήγησε τήν αστυνομία στήν εξάρθρωση τής σπείρας που διέρρηξε τήν οικία τού υπουργού κ. Γκίκα. Ο νεαρός κατείχε ένα από τά δύο πιστόλια που είχαν κλαπεί από τήν οικία.	[1171, 238, 1376, 311]
article-headline: ΣΥΝΕΣΤΗΘΗ ΕΠΙΤΡΟΠΗ ΔΙΑ ΤΗΝ ΑΣΦΑΛΙΣΙΝ ΤΩΝ ΟΙΚΟΔΟΜΩΝ	[398, 591, 588, 632]
article-body: Κατά τήν ίδια ανακοίνωση αναφέρεται ότι οι αγώνες «μπαράζ» δεν θα διεξαχθούν φέτος, καθώς ή τελική βαθμολογία τού πρωταθλήματος διαμορφώθηκε χωρίς ισοβαθμίες που να απαιτούν επιπλέον αγώνες.	[788, 861, 966, 934]
announcement-body: Ή Εταιρία Ύδρευσης προκηρύσσει διαγωνισμόν διά τήν προμήθειαν σωλήνων.	[974, 1479, 1149, 1502]
article-body: Ο γενικός γραμματέας αθλητισμού κ. Σταυρόπουλος ανακοίνωσε χθές κατά τήν συνέντευξι τύπου ότι ή νέα εγκύκλιος περί μετεγγραφών υπογράφεται σήμερα και κοινοποιείται αμέσως στά σωματεία. Αί ρυθμίσεις τής εγκυκλίου αφορούν τήν περίοδο μετεγγραφών τού 1975 και θα ισχύσουν μέχρι τό τέλος Ιουλίου.	[604, 974, 780, 1072]
bullet-icon: ■	[1216, 1990, 1227, 2004]
headline: οί διαρρήκτες τής οικίας	[1216, 103, 1543, 133]
announcement-body: Ο Δήμος Θεσσαλονίκης προκηρύσσει πρόχειρον μειοδοτικόν διαγωνισμόν διά τήν αποπεράτωσιν κτιρίου, προϋπολογισμού δαπάνης 900.000 δρχ.	[604, 1527, 780, 1573]
column-3	[604, 48, 1157, 1225]
svg-text:OM: OM	[204, 2148, 234, 2167]
subhead: Δημοσιονομικόν δίκαιον δι' όλα τά τμήματα.— Τό μάθημα τής ιατρικής φυσικής.— Παθολογική ανατομική	[11, 178, 378, 234]
article-headline: Η ΕΤΗΣΙΑ ΣΥΝΕΛΕΥΣΙΣ ΜΕΤΟΧΩΝ ΤΗΣ ΕΤΒΑ	[416, 1445, 570, 1473]
listing-title: ΦΡΟΝΤΙΣΤΗΡΙΑ ΚΥΡΙΑΖΗ	[1206, 1514, 1341, 1526]
article-body: «Επίσης προσφέρουν να δοθούν περισσότερες διευκολύνσεις στούς ποδοσφαιριστάς να επιλέγουν ελεύθερα τόν σύλλογο τής αρεσκείας των». Ο γενικός γραμματέας πρόσθεσε ότι τα σωματεία θα έχουν τήν ευκαιρία να προβάλουν τίς παρατηρήσεις των.	[974, 436, 1149, 522]
listing-text: Δ/ΝΣΙΣ ΙΑΤΡΙΚΩΝ ΣΧΟΛΩΝ ΚΟΝΤΟΡΟΥΣΗ - ΣΧΟΛΑΡΙΔΟΥ. Πολυτεχνείον - Φυσικής - Χημείας.	[1386, 1439, 1586, 1474]
announcement-title: ΕΛΑΙΟΧΡΩΜΑΤΙΣΜΟΙ ΚΑΙ ΥΑΛΟΧΡΩΜΑΤΙΣΜΟΙ	[604, 1580, 732, 1607]
article-body: ΑΘΗΝΑΙ, 26.— Πρός κάλυψιν σημαντικών αναγκών τής αγοράς, κατά τό τρέχον έτος, τό υπουργείον εμπορίου ενέκρινε την εισαγωγήν 1.200 τόννων αμύλου γεωμήλων. Ή απόφασις ελήφθη διότι ή παραγωγή τού εσωτερικού δεν επαρκεί διά τήν κάλυψιν των υποχρεώσεων τής βιομηχανίας.	[395, 497, 591, 581]
section-banner: Η σπουδάζουσα νεολαία	[8, 76, 381, 112]
announcement-title: ΕΚΤΕΛΕΣΙΣ ΕΡΓΟΥ	[788, 1437, 884, 1450]
listing-text: Εγνατία 71, τηλέφωνον 238-963. Ο αριστέραν φροντιστήριον προετοιμάζει διά Πανεπιστήμιον και Πολυτεχνείον.	[1177, 1296, 1370, 1331]
article-body: ΑΘΗΝΑΙ, 26.— Ο όμοιοσυγός δημοσίων έργων κ. Ηλίας Ιωσήφ Λάμπρου, είπε ότι ύστερα από συζήτησιν με τούς παραγωγούς τής αγροτικής περιφερείας επιτρέπεται ή ανέγερσις βοηθητικών χώρων κατ' εξαίρεσιν τών όρων δομήσεως.	[395, 269, 591, 342]
article-body: ΑΘΗΝΑΙ, 26.— Ο υπουργός εμπορικής ναυτιλίας κ. Ευάγγελος Παπαδογιαννάκης υπέγραψε απόφασιν διά τήν καταβολήν τής συντάξεως εις τούς ναυτικούς οι οποίοι διαμένουν εις τό εξωτερικόν.	[395, 1374, 591, 1434]
article-headline: ΚΑΤΑ ΠΑΡΕΚΚΛΙΣΙΝ ΑΝΕΓΕΙΡΣΙΣ ΒΟΗΘΗΤΙΚΩΝ ΧΩΡΩΝ ΕΙΣ ΤΟΠΟΥΣ ΠΑΡΑΓΩΓΗΣ	[402, 213, 584, 267]
article-body: Όσον αφορά τό μάθημα τής ιατρικής φυσικής, αί εξετάσεις θα γίνουν εις το αμφιθέατρον του Εργαστηρίου. Αί εξετάσεις τής Παθολογικής Ανατομικής διεξάγονται εις τό Εργαστήριον Παθολογικής Ανατομικής Λαϊκού Νοσοκομείου.	[199, 485, 381, 571]
didacta-advertisement	[1197, 1731, 1586, 2299]
listing-item	[1171, 1423, 1376, 1455]
listing-text: Βακάλη - Σεμερτζίδου - Δερβιάνη - Παντζαρτζή - Πεπτζούλου. Ο θεωρητικότερον φροντιστήριον. 233-671 και 264-004.	[1174, 1471, 1373, 1506]
listing-text: Φ. Σακίνη. Αγ. Σοφίας 45, τηλ. 226-317. Θερινά τμήματα από τήν Δευτέρα 30 Ιουνίου. Ατομικά μαθήματα.	[1176, 1527, 1371, 1562]
announcement-body: Ή Κοινότης Ωραιοκάστρου προκηρύσσει διαγωνισμόν διά τήν εκτέλεσιν έργου ύδρευσης. Ο διαγωνισμός θα διεξαχθεί τήν 10ην Ιουλίου.	[788, 1453, 966, 1500]
listing-title: ΣΥΓΧΡΟΝΟ ΦΡΟΝΤΙΣΤΗΡΙΟ	[1412, 1339, 1559, 1350]
article-body: Ή διάρρηξη τής οικίας τού υπουργού είχε γίνει κατά τήν διάρκεια τής απουσίας τής οικογενείας του. Αί αρχές συνεχίζουν τίς ανακρίσεις για τήν ανεύρεση και τού δεύτερου πιστολιού.	[1171, 445, 1376, 493]
signature: ΑΝΔΡΕΑΣ ΧΑΤΖΗΑΝΔΡΕΟΥ	[378, 1166, 516, 1179]
listing-text: Τσιμισκή 139. Τηλέφ. 227-273. Θερινά τμήματα διά όλας τάς σχολάς.	[1389, 1395, 1583, 1418]
article-body: Ο «Άγιαξ» τού Άμστερνταμ θα αγωνισθεί με τήν ΑΕΚ στά πλαίσια φιλικού τουρνουά, ενώ ή εθνική ομάδα καλαθοσφαιρίσεως ενόπλων νίκησε τό Ιράν με 94-71 στό διεθνές τουρνουά που διεξάγεται στό εξωτερικό.	[604, 554, 780, 626]
article-headline: ΕΙΣΑΓΩΓΗ ΥΦΑΣΜΑΤΩΝ ΕΚ ΤΣΕΧΟΣΛΟΒΑΚΙΑΣ	[402, 1546, 584, 1574]
column-2-bottom	[395, 1945, 591, 2304]
article-body: ΑΘΗΝΑΙ, 26.— Πρός κάλυψιν σημαντικών αναγκών τής αγοράς, κατά τό τρέχον έτος, τό υπουργείον εμπορίου ενέκρινε την εισαγωγήν 1.200 τόννων αμύλου γεωμήλων. Ή απόφασις ελήφθη διότι ή παραγωγή τού εσωτερικού δεν επαρκεί διά τήν κάλυψιν των υποχρεώσεων τής βιομηχανίας.	[395, 1945, 591, 2030]
listing-item	[1171, 1379, 1376, 1423]
signature: Ο ΠΡΟΕΔΡΟΣ	[412, 1154, 482, 1167]
ad-brand: didacta	[1273, 2068, 1462, 2112]
listing-text: Ειδικά διά Αναλογισμόν - Αριθμητικήν, διά Πολυτεχνείον, Φυσική, ΚΑΤΕ. Νέα ένταξις τμημάτων. Τηλ. 277-678.	[1398, 1240, 1573, 1275]
article-body: Ο γενικός γραμματέας αθλητισμού κ. Σταυρόπουλος ανακοίνωσε χθές κατά τήν συνέντευξι τύπου ότι ή νέα εγκύκλιος περί μετεγγραφών υπογράφεται σήμερα και κοινοποιείται αμέσως στά σωματεία. Αί ρυθμίσεις τής εγκυκλίου αφορούν τήν περίοδο μετεγγραφών τού 1975 και θα ισχύσουν μέχρι τό τέλος Ιουλίου.	[974, 721, 1149, 819]
article-body: Αί αιτήσεις μετά τών απαιτουμένων δικαιολογητικών υποβάλλονται εις τήν γραμματείαν τού πανεπιστημίου εντός προθεσμίας τριάκοντα ημερών από τής δημοσιεύσεως.	[303, 967, 591, 1004]
shampoo-bottle-icon	[185, 2072, 254, 2251]
article-body: Όταν παρουσιάσθη στήν αστυνομία ανέφερε ότι τά κλοπιμαία είχαν πωληθεί σε διάφορα πρόσωπα. Κατά τήν έρευνα ανευρέθησαν κοσμήματα και χρηματικό ποσό που αποδόθηκαν στόν ιδιοκτήτη.	[1171, 380, 1376, 441]
article-headline: Η ΣΥΝΤΑΞΗ ΝΑΥΤΙΚΩΝ ΔΙΑΜΕΝΟΝΤΩΝ ΕΙΣ ΤΟ ΕΞΩΤΕΡΙΚΟΝ	[415, 1332, 571, 1371]
listing-text: Πωλήσεις και τιμαί εκμάθησης. ΦΡΟΝΤΙΣΤΗΡΙΑ ΤΣΑΚΑΛΟΥ. Τηλέφ. 273-466 — 236-960.	[1385, 1495, 1587, 1518]
subhead: Ύποπτος νεαρός κατείχε τό ένα άπό τά δύο κλεμμένα πιστόλια.— Άπεκάλυψε τούς συνεργάτες του	[1171, 171, 1548, 230]
signature: ΔΗΜΗΤΡΙΟΣ ΑΠΟΣΤΟΛΙΔΗΣ	[995, 1626, 1128, 1638]
article-body: ΑΘΗΝΑΙ, 26.— Οί βουλευταί κ. Αλαμανής και κ. Παπαθεμελής υπέβαλαν πρός τόν υπουργόν παιδείας ερώτηση για τούς καθηγητάς τού πανεπιστημίου που είναι υπεύθυνοι τού διεθνούς κτηνιατρικού συνεδρίου, ζητούντες να πληροφορηθούν ποια μέτρα πρόκειται να ληφθούν.	[1171, 545, 1376, 629]
section-subhead: ΤΟ ΜΠΑΣΚΕΤ ΓΥΝΑΙΚΩΝ	[974, 665, 1106, 678]
listing-item	[1384, 1479, 1588, 1523]
bullet-icon: ■	[1216, 2006, 1227, 2020]
announcements-section	[604, 1229, 1157, 2306]
announcement-body: Ο Δήμος Θεσσαλονίκης προκηρύσσει πρόχειρον μειοδοτικόν διαγωνισμόν διά τήν αποπεράτωσιν κτιρίου, προϋπολογισμού δαπάνης 900.000 δρχ.	[604, 1357, 780, 1403]
ad-title: σέ 3 μήνες	[1275, 1791, 1508, 1836]
article-body: Οί βουλευταί ζητούν να πληροφορηθούν εάν τό υπουργείο θα προβεί σε έλεγχο τών δαπανών τού συνεδρίου και τών σχετικών αποφάσεων.	[1384, 545, 1588, 580]
article-body: Κατά τήν ίδια ανακοίνωση αναφέρεται ότι οι αγώνες «μπαράζ» δεν θα διεξαχθούν φέτος, καθώς ή τελική βαθμολογία τού πρωταθλήματος διαμορφώθηκε χωρίς ισοβαθμίες που να απαιτούν επιπλέον αγώνες.	[604, 477, 780, 550]
